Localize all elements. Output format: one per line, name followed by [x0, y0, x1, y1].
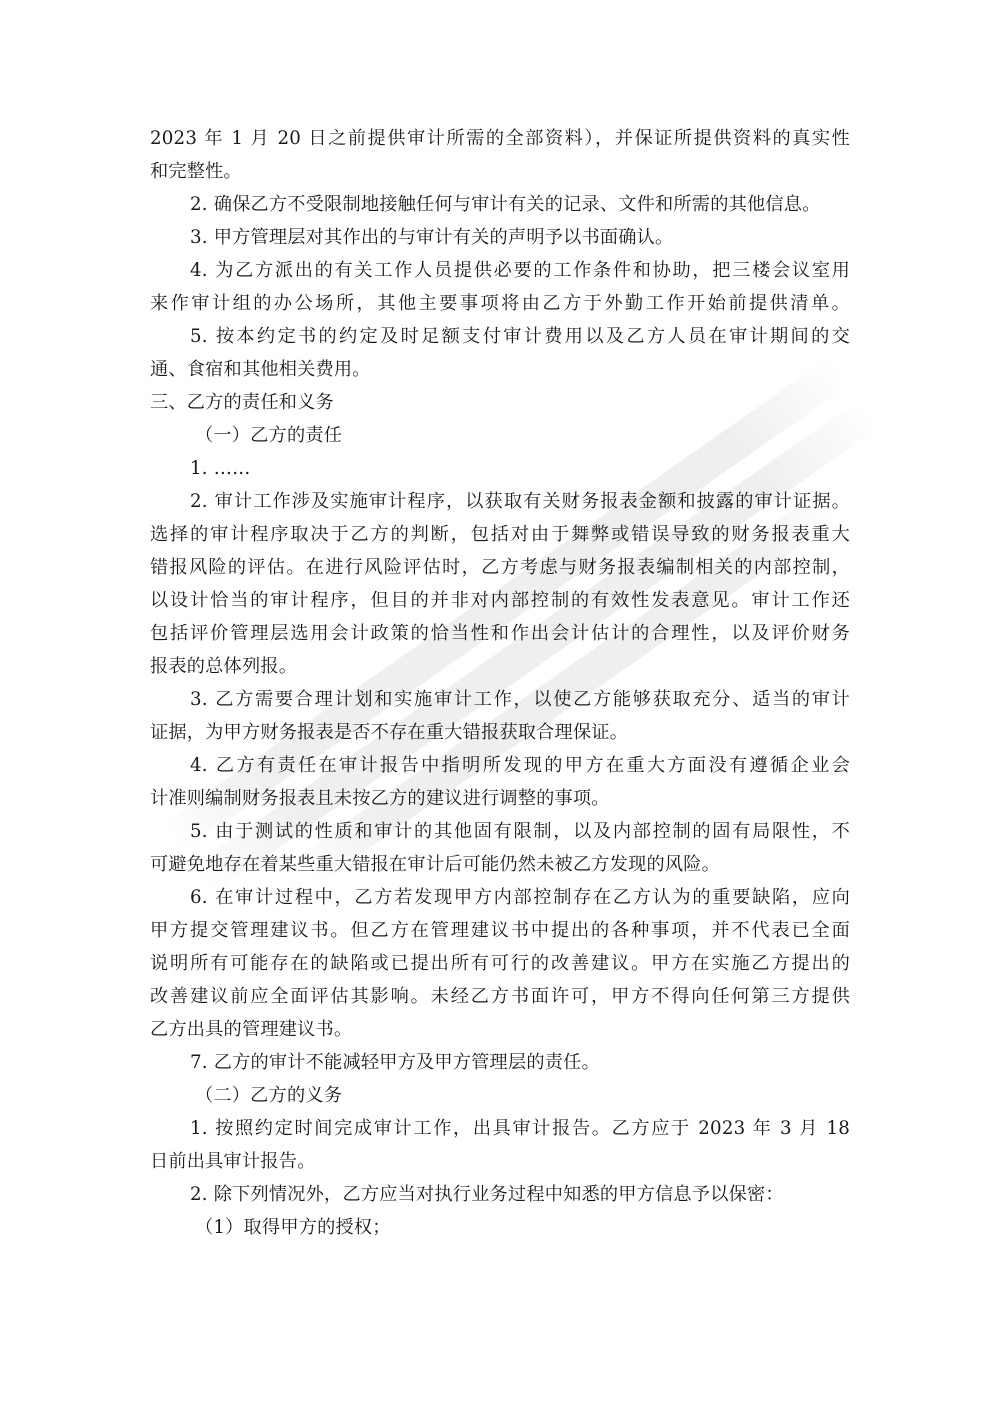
text-line: 来作审计组的办公场所，其他主要事项将由乙方于外勤工作开始前提供清单。 [150, 293, 850, 314]
text-line: 5. 由于测试的性质和审计的其他固有限制，以及内部控制的固有局限性，不 [190, 821, 850, 842]
text-line: 2. 确保乙方不受限制地接触任何与审计有关的记录、文件和所需的其他信息。 [190, 194, 821, 215]
text-line: 计准则编制财务报表且未按乙方的建议进行调整的事项。 [150, 788, 610, 809]
text-line: 4. 乙方有责任在审计报告中指明所发现的甲方在重大方面没有遵循企业会 [190, 755, 850, 776]
text-line: 5. 按本约定书的约定及时足额支付审计费用以及乙方人员在审计期间的交 [190, 326, 850, 347]
text-line: 3. 乙方需要合理计划和实施审计工作，以使乙方能够获取充分、适当的审计 [190, 689, 850, 710]
section-heading: 三、乙方的责任和义务 [150, 392, 334, 413]
text-line: 说明所有可能存在的缺陷或已提出所有可行的改善建议。甲方在实施乙方提出的 [150, 953, 850, 974]
text-line: 1. …… [190, 458, 251, 479]
text-line: 7. 乙方的审计不能减轻甲方及甲方管理层的责任。 [190, 1052, 600, 1073]
text-line: 报表的总体列报。 [150, 656, 298, 677]
text-line: 改善建议前应全面评估其影响。未经乙方书面许可，甲方不得向任何第三方提供 [150, 986, 850, 1007]
subsection-heading: （二）乙方的义务 [195, 1085, 343, 1106]
text-line: 可避免地存在着某些重大错报在审计后可能仍然未被乙方发现的风险。 [150, 854, 721, 875]
text-line: 6. 在审计过程中，乙方若发现甲方内部控制存在乙方认为的重要缺陷，应向 [190, 887, 850, 908]
text-line: 乙方出具的管理建议书。 [150, 1019, 353, 1040]
text-line: 和完整性。 [150, 161, 242, 182]
text-line: 包括评价管理层选用会计政策的恰当性和作出会计估计的合理性，以及评价财务 [150, 623, 850, 644]
text-line: 甲方提交管理建议书。但乙方在管理建议书中提出的各种事项，并不代表已全面 [150, 920, 850, 941]
text-line: 错报风险的评估。在进行风险评估时，乙方考虑与财务报表编制相关的内部控制， [150, 557, 850, 578]
text-line: 日前出具审计报告。 [150, 1151, 316, 1172]
document-body [150, 122, 850, 1244]
text-line: 3. 甲方管理层对其作出的与审计有关的声明予以书面确认。 [190, 227, 674, 248]
text-line: 2. 除下列情况外，乙方应当对执行业务过程中知悉的甲方信息予以保密： [190, 1184, 784, 1205]
text-line: 4. 为乙方派出的有关工作人员提供必要的工作条件和协助，把三楼会议室用 [190, 260, 850, 281]
text-line: 1. 按照约定时间完成审计工作，出具审计报告。乙方应于 2023 年 3 月 18 [190, 1118, 850, 1139]
text-line: 2. 审计工作涉及实施审计程序，以获取有关财务报表金额和披露的审计证据。 [190, 491, 850, 512]
text-line: 2023 年 1 月 20 日之前提供审计所需的全部资料），并保证所提供资料的真实性 [150, 128, 850, 149]
subsection-heading: （一）乙方的责任 [195, 425, 343, 446]
text-line: 以设计恰当的审计程序，但目的并非对内部控制的有效性发表意见。审计工作还 [150, 590, 850, 611]
text-line: （1）取得甲方的授权； [195, 1217, 391, 1238]
text-line: 选择的审计程序取决于乙方的判断，包括对由于舞弊或错误导致的财务报表重大 [150, 524, 850, 545]
text-line: 证据，为甲方财务报表是否不存在重大错报获取合理保证。 [150, 722, 629, 743]
text-line: 通、食宿和其他相关费用。 [150, 359, 371, 380]
